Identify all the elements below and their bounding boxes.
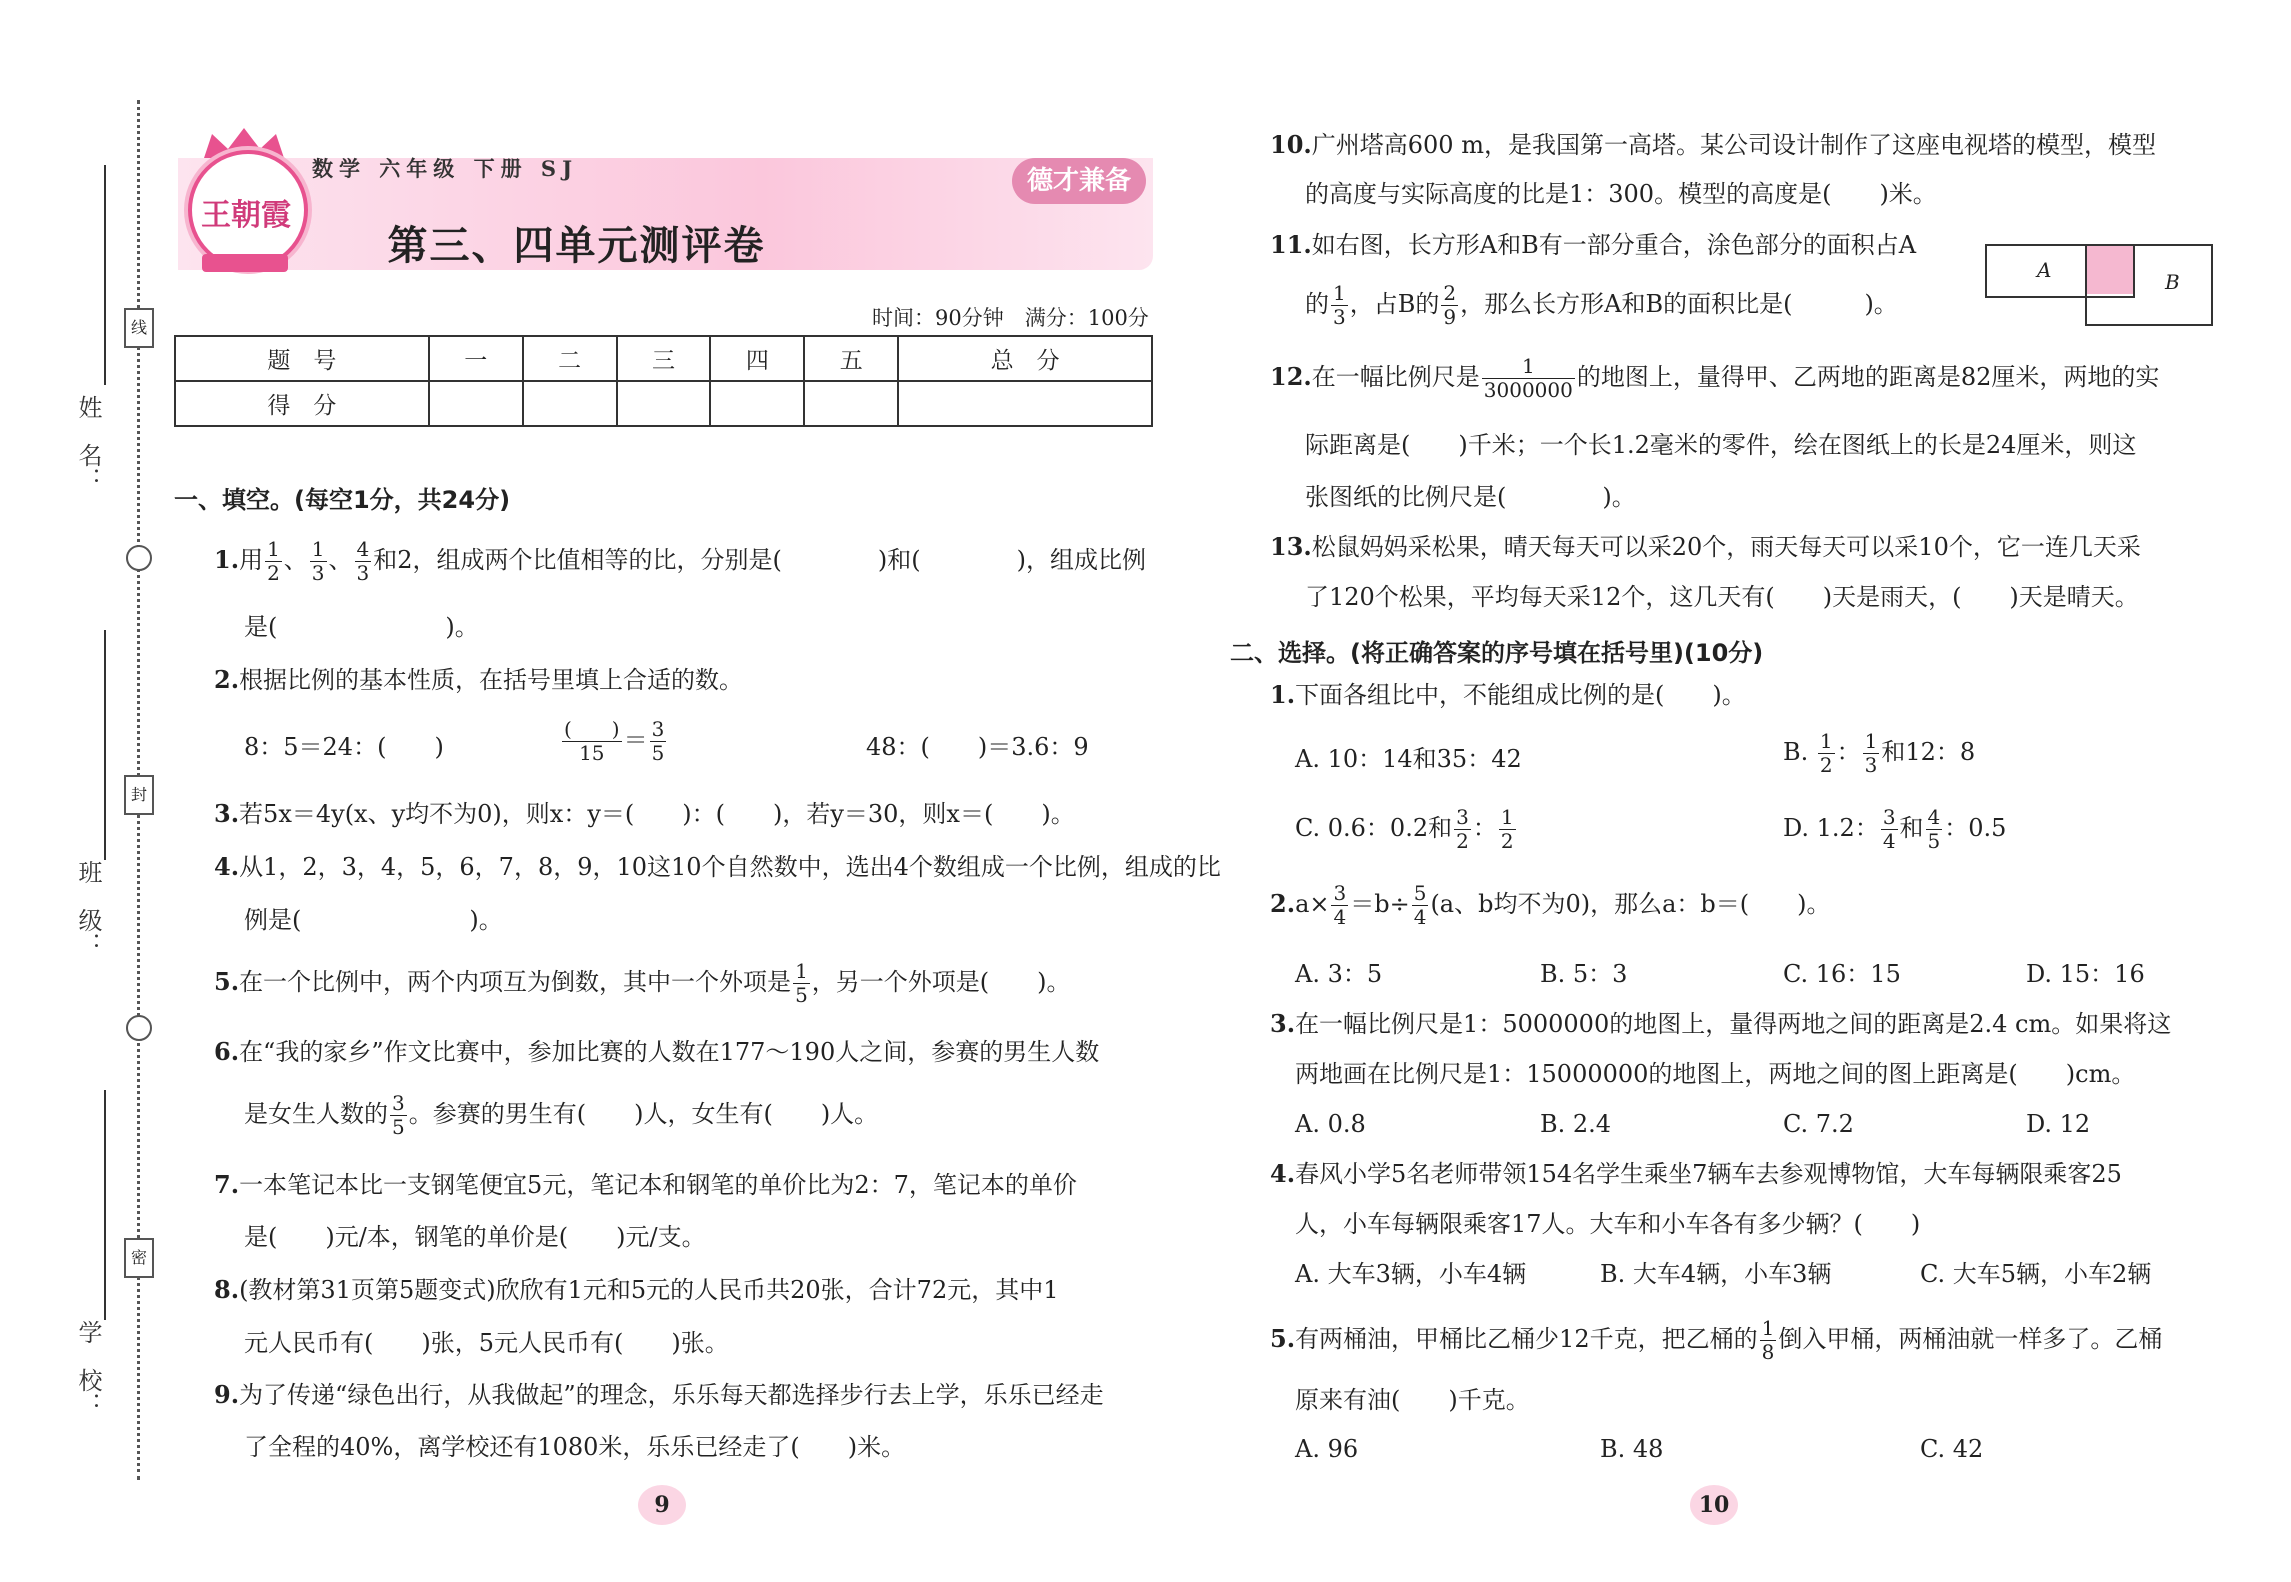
c3-line2: 两地画在比例尺是1：15000000的地图上，两地之间的图上距离是( )cm。 xyxy=(1295,1060,2136,1088)
q12-line2: 际距离是( )千米；一个长1.2毫米的零件，绘在图纸上的长是24厘米，则这 xyxy=(1305,431,2137,459)
c3-option-d: D. 12 xyxy=(2026,1110,2091,1138)
table-cell[interactable] xyxy=(898,381,1152,426)
series-info: 数学 六年级 下册 SJ xyxy=(312,156,579,181)
brand-name: 王朝霞 xyxy=(201,198,291,233)
table-cell: 四 xyxy=(710,336,804,381)
q11-line1: 11.如右图，长方形A和B有一部分重合，涂色部分的面积占A xyxy=(1270,230,1917,259)
table-cell[interactable] xyxy=(804,381,898,426)
c5-line1: 5.有两桶油，甲桶比乙桶少12千克，把乙桶的 $\frac{1}{8}$ 倒入甲桶，两桶油就一样多了。乙桶 xyxy=(1270,1316,2163,1364)
page-title: 第三、四单元测评卷 xyxy=(387,223,766,269)
q7-line2: 是( )元/本，钢笔的单价是( )元/支。 xyxy=(244,1223,706,1251)
q7-line1: 7.一本笔记本比一支钢笔便宜5元，笔记本和钢笔的单价比为2：7，笔记本的单价 xyxy=(214,1170,1077,1199)
c2-stem: 2.a× $\frac{3}{4}$ ＝b÷ $\frac{5}{4}$ (a、b均不为0)，那么a：b＝( )。 xyxy=(1270,881,1831,929)
q12-line3: 张图纸的比例尺是( )。 xyxy=(1305,483,1636,511)
q1-line1: 1.用 $\frac{1}{2}$ 、 $\frac{1}{3}$ 、 $\frac{4}{3}$ 和2，组成两个比值相等的比，分别是( )和( )，组成比例 xyxy=(214,537,1146,585)
c4-option-b: B. 大车4辆，小车3辆 xyxy=(1600,1260,1832,1288)
q6-line1: 6.在“我的家乡”作文比赛中，参加比赛的人数在177～190人之间，参赛的男生人数 xyxy=(214,1037,1100,1066)
q12-line1: 12.在一幅比例尺是 $\frac{1}{3000000}$ 的地图上，量得甲、乙两地的距离是82厘米，两地的实 xyxy=(1270,354,2160,402)
c1-option-c: C. 0.6：0.2和 $\frac{3}{2}$ ： $\frac{1}{2}$ xyxy=(1295,805,1514,853)
c4-line1: 4.春风小学5名老师带领154名学生乘坐7辆车去参观博物馆，大车每辆限乘客25 xyxy=(1270,1159,2122,1188)
q6-line2: 是女生人数的 $\frac{3}{5}$ 。参赛的男生有( )人，女生有( )人。 xyxy=(244,1091,879,1139)
c2-option-a: A. 3：5 xyxy=(1295,960,1383,988)
c3-line1: 3.在一幅比例尺是1：5000000的地图上，量得两地之间的距离是2.4 cm。如果将这 xyxy=(1270,1009,2172,1038)
c5-option-a: A. 96 xyxy=(1295,1435,1359,1463)
c1-option-d: D. 1.2： $\frac{3}{4}$ 和 $\frac{4}{5}$ ：0.5 xyxy=(1783,805,2007,853)
q4-line2: 例是( )。 xyxy=(244,906,503,934)
seal-mi: 密 xyxy=(124,1238,154,1278)
q5: 5.在一个比例中，两个内项互为倒数，其中一个外项是 $\frac{1}{5}$ ，另一个外项是( )。 xyxy=(214,959,1071,1007)
table-cell[interactable] xyxy=(523,381,617,426)
table-cell[interactable] xyxy=(617,381,711,426)
c3-option-a: A. 0.8 xyxy=(1295,1110,1366,1138)
c4-option-a: A. 大车3辆，小车4辆 xyxy=(1295,1260,1527,1288)
table-cell: 二 xyxy=(523,336,617,381)
seal-feng: 封 xyxy=(124,775,154,815)
c1-option-b: B. $\frac{1}{2}$ ： $\frac{1}{3}$ 和12：8 xyxy=(1783,729,1976,777)
section-2-title: 二、选择。(将正确答案的序号填在括号里)(10分) xyxy=(1230,639,1764,667)
table-cell: 五 xyxy=(804,336,898,381)
c2-option-b: B. 5：3 xyxy=(1540,960,1628,988)
page-number-left: 9 xyxy=(638,1485,686,1525)
badge: 德才兼备 xyxy=(1012,158,1146,204)
table-row xyxy=(175,336,1152,381)
q9-line1: 9.为了传递“绿色出行，从我做起”的理念，乐乐每天都选择步行去上学，乐乐已经走 xyxy=(214,1380,1104,1409)
class-underline xyxy=(104,630,106,860)
c4-line2: 人，小车每辆限乘客17人。大车和小车各有多少辆？( ) xyxy=(1295,1210,1921,1238)
page-number-right: 10 xyxy=(1690,1485,1738,1525)
time-info: 时间：90分钟 满分：100分 xyxy=(872,306,1149,330)
q2-eq1: 8：5＝24：( ) xyxy=(244,733,444,761)
class-label: 班 级： xyxy=(74,860,102,956)
q3: 3.若5x＝4y(x、y均不为0)，则x：y＝( )：( )，若y＝30，则x＝( )。 xyxy=(214,799,1075,828)
table-cell[interactable] xyxy=(429,381,523,426)
table-cell: 一 xyxy=(429,336,523,381)
coin-icon xyxy=(126,545,152,571)
q11-line2: 的 $\frac{1}{3}$ ，占B的 $\frac{2}{9}$ ，那么长方形A和B的面积比是( )。 xyxy=(1305,281,1898,329)
table-cell: 三 xyxy=(617,336,711,381)
c1-option-a: A. 10：14和35：42 xyxy=(1295,745,1522,773)
label-a: A xyxy=(2037,258,2052,282)
c1-stem: 1.下面各组比中，不能组成比例的是( )。 xyxy=(1270,680,1746,709)
table-cell: 得 分 xyxy=(175,381,429,426)
school-underline xyxy=(104,1090,106,1320)
q4-line1: 4.从1，2，3，4，5，6，7，8，9，10这10个自然数中，选出4个数组成一个比例，组成的比 xyxy=(214,852,1221,881)
c5-option-b: B. 48 xyxy=(1600,1435,1664,1463)
q9-line2: 了全程的40%，离学校还有1080米，乐乐已经走了( )米。 xyxy=(244,1433,906,1461)
q10-line2: 的高度与实际高度的比是1：300。模型的高度是( )米。 xyxy=(1305,180,1937,208)
c3-option-b: B. 2.4 xyxy=(1540,1110,1612,1138)
q1-line2: 是( )。 xyxy=(244,613,479,641)
label-b: B xyxy=(2165,270,2180,294)
table-row xyxy=(175,381,1152,426)
q13-line1: 13.松鼠妈妈采松果，晴天每天可以采20个，雨天每天可以采10个，它一连几天采 xyxy=(1270,532,2141,561)
seal-xian: 线 xyxy=(124,308,154,348)
c3-option-c: C. 7.2 xyxy=(1783,1110,1854,1138)
c4-option-c: C. 大车5辆，小车2辆 xyxy=(1920,1260,2152,1288)
score-table xyxy=(174,335,1153,427)
table-cell: 总 分 xyxy=(898,336,1152,381)
table-cell: 题 号 xyxy=(175,336,429,381)
overlap-shaded xyxy=(2087,246,2133,294)
q8-line2: 元人民币有( )张，5元人民币有( )张。 xyxy=(244,1329,729,1357)
q2-line1: 2.根据比例的基本性质，在括号里填上合适的数。 xyxy=(214,665,744,694)
c5-option-c: C. 42 xyxy=(1920,1435,1984,1463)
name-label: 姓 名： xyxy=(74,395,102,491)
c2-option-d: D. 15：16 xyxy=(2026,960,2145,988)
school-label: 学 校： xyxy=(74,1320,102,1416)
coin-icon xyxy=(126,1015,152,1041)
table-cell[interactable] xyxy=(710,381,804,426)
q13-line2: 了120个松果，平均每天采12个，这几天有( )天是雨天，( )天是晴天。 xyxy=(1305,583,2139,611)
c5-line2: 原来有油( )千克。 xyxy=(1295,1386,1530,1414)
section-1-title: 一、填空。(每空1分，共24分) xyxy=(174,486,511,514)
name-underline xyxy=(104,165,106,385)
q2-eq3: 48：( )＝3.6：9 xyxy=(866,733,1089,761)
q10-line1: 10.广州塔高600 m，是我国第一高塔。某公司设计制作了这座电视塔的模型，模型 xyxy=(1270,130,2156,159)
rectangles-diagram xyxy=(1985,244,2211,326)
q8-line1: 8.(教材第31页第5题变式)欣欣有1元和5元的人民币共20张，合计72元，其中1 xyxy=(214,1275,1059,1304)
c2-option-c: C. 16：15 xyxy=(1783,960,1901,988)
q2-eq2: ( ) 15 ＝ $\frac{3}{5}$ xyxy=(564,717,665,765)
